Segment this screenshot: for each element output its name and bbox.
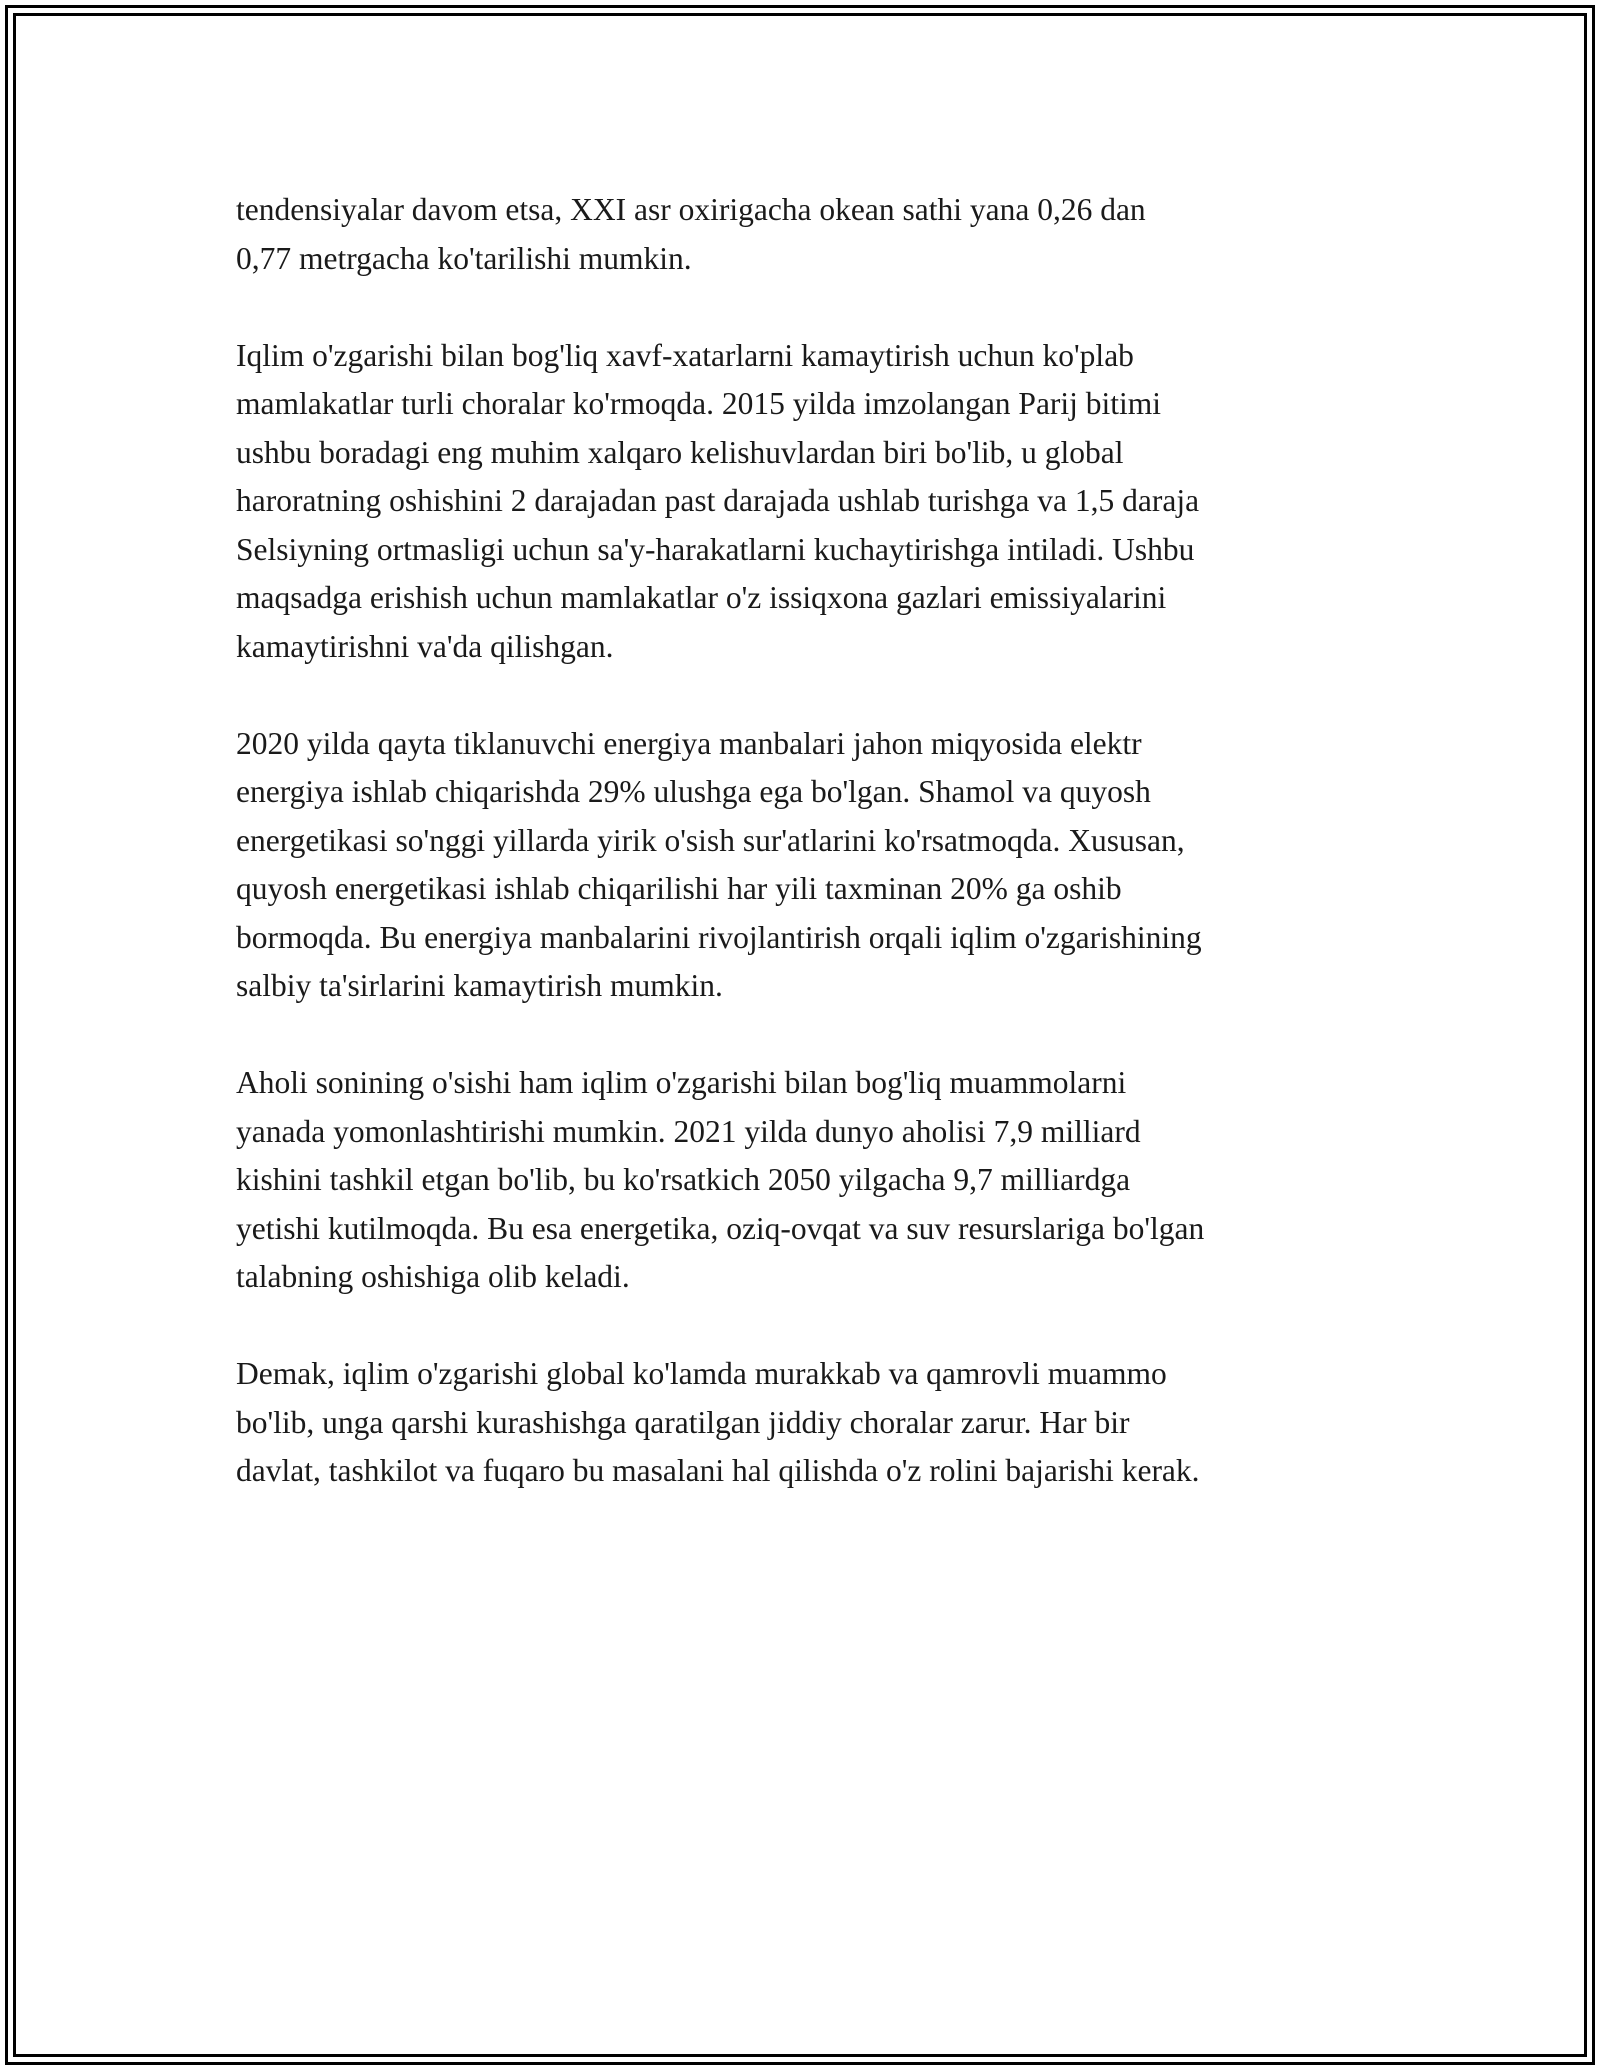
paragraph-conclusion: Demak, iqlim o'zgarishi global ko'lamda murakkab va qamrovli muammo bo'lib, unga qarshi kurashishga qaratilgan jiddiy choralar zarur. Har bir davlat, tashkilot va fuqaro bu masalani hal qilishda o'z rolini bajarishi kerak. (236, 1356, 1200, 1488)
paragraph-population-growth: Aholi sonining o'sishi ham iqlim o'zgarishi bilan bog'liq muammolarni yanada yomonlashtirishi mumkin. 2021 yilda dunyo aholisi 7,9 milliard kishini tashkil etgan bo'lib, bu ko'rsatkich 2050 yilgacha 9,7 milliardga yetishi kutilmoqda. Bu esa energetika, oziq-ovqat va suv resurslariga bo'lgan talabning oshishiga olib keladi. (236, 1065, 1205, 1294)
document-body (236, 186, 1376, 1544)
paragraph-sea-level: tendensiyalar davom etsa, XXI asr oxirigacha okean sathi yana 0,26 dan 0,77 metrgacha ko'tarilishi mumkin. (236, 192, 1146, 276)
paragraph-paris-agreement: Iqlim o'zgarishi bilan bog'liq xavf-xatarlarni kamaytirish uchun ko'plab mamlakatlar turli choralar ko'rmoqda. 2015 yilda imzolangan Parij bitimi ushbu boradagi eng muhim xalqaro kelishuvlardan biri bo'lib, u global haroratning oshishini 2 darajadan past darajada ushlab turishga va 1,5 daraja Selsiyning ortmasligi uchun sa'y-harakatlarni kuchaytirishga intiladi. Ushbu maqsadga erishish uchun mamlakatlar o'z issiqxona gazlari emissiyalarini kamaytirishni va'da qilishgan. (236, 337, 1200, 664)
paragraph-renewable-energy: 2020 yilda qayta tiklanuvchi energiya manbalari jahon miqyosida elektr energiya ishlab chiqarishda 29% ulushga ega bo'lgan. Shamol va quyosh energetikasi so'nggi yillarda yirik o'sish sur'atlarini ko'rsatmoqda. Xususan, quyosh energetikasi ishlab chiqarilishi har yili taxminan 20% ga oshib bormoqda. Bu energiya manbalarini rivojlantirish orqali iqlim o'zgarishining salbiy ta'sirlarini kamaytirish mumkin. (236, 725, 1202, 1003)
